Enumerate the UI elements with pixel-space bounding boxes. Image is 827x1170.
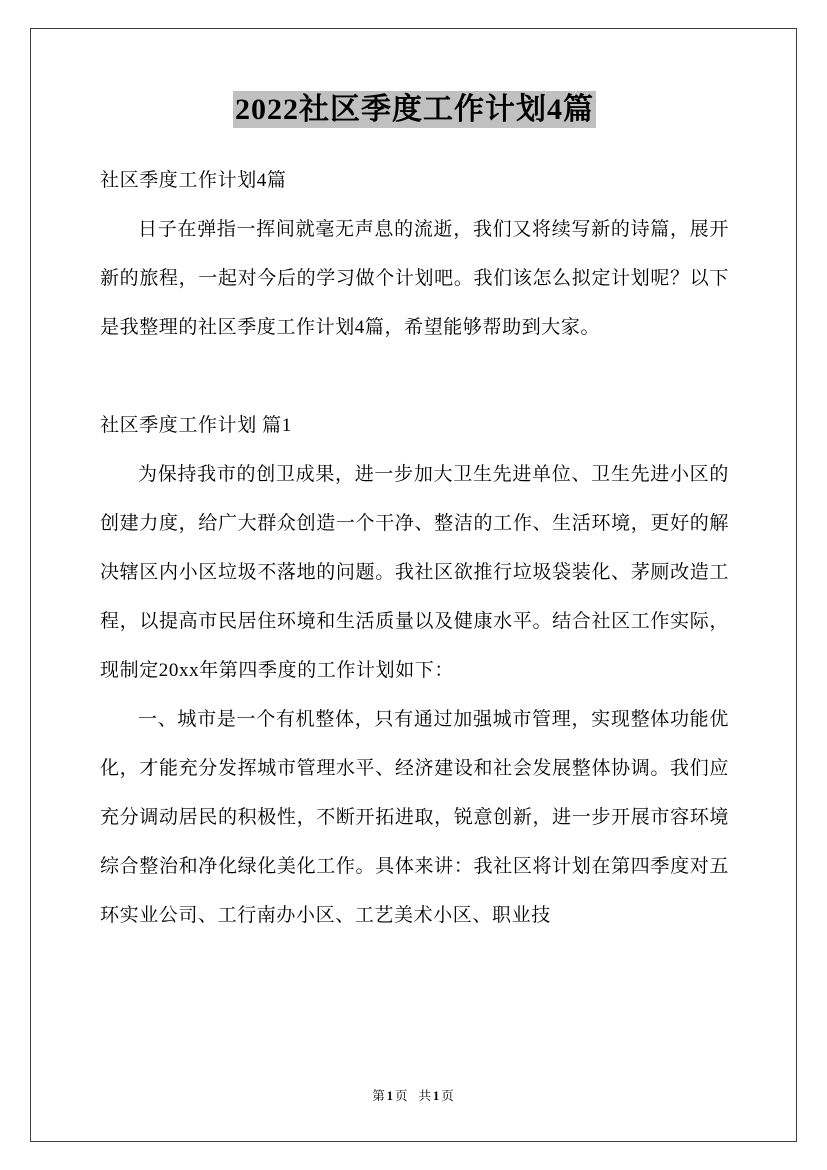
footer-page-number: 1 bbox=[386, 1089, 394, 1103]
paragraph-subtitle: 社区季度工作计划4篇 bbox=[100, 170, 287, 191]
document-title bbox=[100, 88, 729, 132]
page-footer bbox=[0, 1086, 827, 1104]
paragraph-body-1: 为保持我市的创卫成果，进一步加大卫生先进单位、卫生先进小区的创建力度，给广大群众创造一个干净、整洁的工作、生活环境，更好的解决辖区内小区垃圾不落地的问题。我社区欲推行垃圾袋装化、茅厕改造工程，以提高市民居住环境和生活质量以及健康水平。结合社区工作实际，现制定20xx年第四季度的工作计划如下： bbox=[100, 464, 729, 681]
paragraph-body-2: 一、城市是一个有机整体，只有通过加强城市管理，实现整体功能优化，才能充分发挥城市管理水平、经济建设和社会发展整体协调。我们应充分调动居民的积极性，不断开拓进取，锐意创新，进一步开展市容环境综合整治和净化绿化美化工作。具体来讲：我社区将计划在第四季度对五环实业公司、工行南办小区、工艺美术小区、职业技 bbox=[100, 709, 729, 926]
title-highlight: 2022社区季度工作计划4篇 bbox=[235, 93, 594, 126]
footer-page-prefix: 第 bbox=[372, 1089, 386, 1103]
document-content bbox=[100, 88, 729, 940]
footer-page-suffix: 页 bbox=[394, 1089, 409, 1103]
footer-total-suffix: 页 bbox=[441, 1089, 455, 1103]
footer-total-prefix: 共 bbox=[418, 1089, 433, 1103]
empty-line bbox=[100, 352, 729, 401]
footer-total-number: 1 bbox=[433, 1089, 441, 1103]
paragraph-intro: 日子在弹指一挥间就毫无声息的流逝，我们又将续写新的诗篇，展开新的旅程，一起对今后的学习做个计划吧。我们该怎么拟定计划呢？以下是我整理的社区季度工作计划4篇，希望能够帮助到大家。 bbox=[100, 219, 729, 338]
paragraph-section-heading: 社区季度工作计划 篇1 bbox=[100, 415, 292, 436]
